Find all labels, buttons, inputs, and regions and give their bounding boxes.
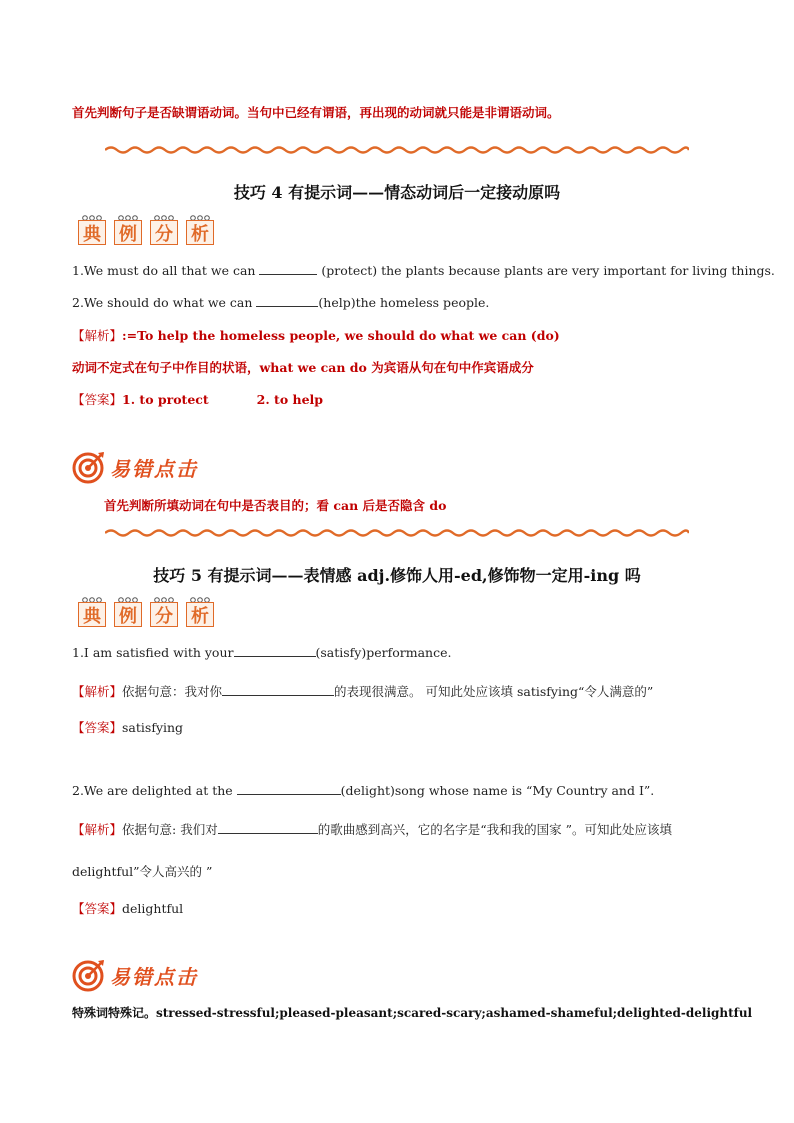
answer-blank[interactable] xyxy=(237,782,341,795)
answer-1: 【答案】satisfying xyxy=(72,720,184,735)
answer-blank[interactable] xyxy=(259,262,317,275)
error-prone-header: 易错点击 xyxy=(72,958,198,992)
badge-icon: 分 xyxy=(148,215,180,247)
target-icon xyxy=(72,958,106,992)
target-icon xyxy=(72,450,106,484)
analysis-1: 【解析】依据句意：我对你 的表现很满意。 可知此处应该填 satisfying“令人满意的” xyxy=(72,684,654,699)
answer: 【答案】1. to protect 2. to help xyxy=(72,392,324,407)
section5-title: 技巧 5 有提示词——表情感 adj.修饰人用-ed,修饰物一定用-ing 吗 xyxy=(153,566,641,585)
analysis: 【解析】:=To help the homeless people, we should do what we can (do) xyxy=(72,328,560,343)
note-top: 首先判断句子是否缺谓语动词。当句中已经有谓语，再出现的动词就只能是非谓语动词。 xyxy=(72,105,560,120)
tip-special-words: 特殊词特殊记。stressed-stressful;pleased-pleasant;scared-scary;ashamed-shameful;delighted-delightful xyxy=(72,1006,753,1020)
example-analysis-badge xyxy=(76,215,216,247)
section4-title: 技巧 4 有提示词——情态动词后一定接动原吗 xyxy=(233,183,561,202)
badge-icon: 例 xyxy=(112,215,144,247)
analysis-2-line2: delightful”令人高兴的 ” xyxy=(72,864,213,879)
badge-icon: 例 xyxy=(112,597,144,629)
badge-icon: 析 xyxy=(184,215,216,247)
question-1: 1.I am satisfied with your (satisfy)performance. xyxy=(72,645,452,660)
badge-icon: 典 xyxy=(76,597,108,629)
badge-icon: 分 xyxy=(148,597,180,629)
question-1: 1.We must do all that we can (protect) the plants because plants are very important for living things. xyxy=(72,263,775,278)
error-prone-header: 易错点击 xyxy=(72,450,198,484)
question-2: 2.We are delighted at the (delight)song whose name is “My Country and I”. xyxy=(72,783,655,798)
analysis-2: 【解析】依据句意: 我们对 的歌曲感到高兴，它的名字是“我和我的国家 ”。可知此处应该填 xyxy=(72,822,672,837)
tip: 首先判断所填动词在句中是否表目的；看 can 后是否隐含 do xyxy=(104,498,447,513)
wavy-divider xyxy=(105,528,689,538)
example-analysis-badge xyxy=(76,597,216,629)
answer-blank xyxy=(218,821,318,834)
badge-icon: 典 xyxy=(76,215,108,247)
answer-blank[interactable] xyxy=(256,294,318,307)
question-2: 2.We should do what we can (help)the homeless people. xyxy=(72,295,490,310)
analysis-line2: 动词不定式在句子中作目的状语，what we can do 为宾语从句在句中作宾语成分 xyxy=(72,360,534,375)
answer-blank[interactable] xyxy=(234,644,316,657)
badge-icon: 析 xyxy=(184,597,216,629)
wavy-divider xyxy=(105,145,689,155)
answer-2: 【答案】delightful xyxy=(72,901,184,916)
answer-blank xyxy=(222,683,334,696)
